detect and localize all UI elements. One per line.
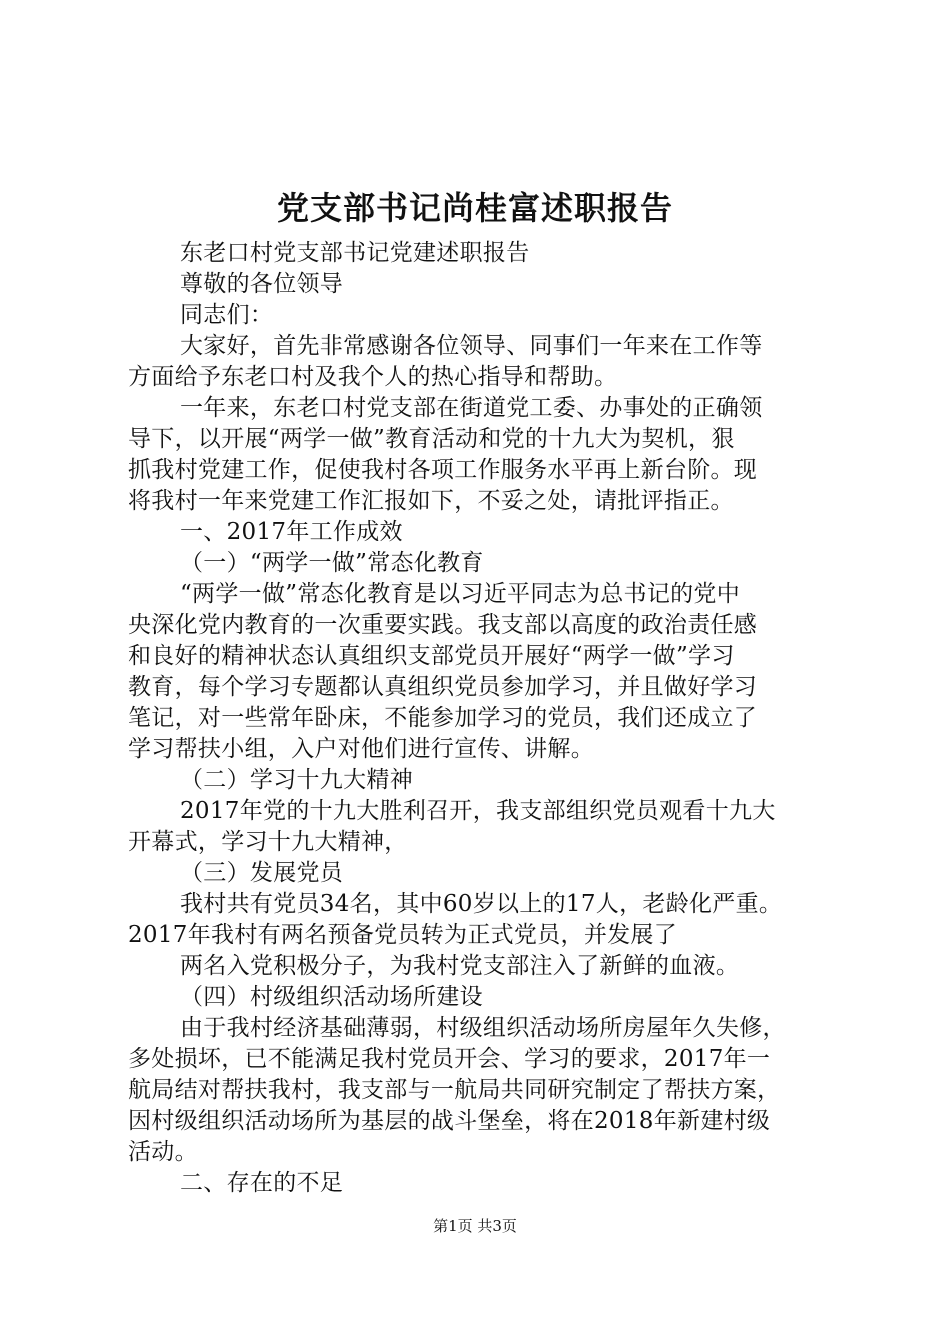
subtitle-line: 东老口村党支部书记党建述职报告: [180, 240, 530, 266]
paragraph-line: “两学一做”常态化教育是以习近平同志为总书记的党中: [180, 581, 741, 607]
paragraph-line: 活动。: [128, 1139, 198, 1165]
subsection-heading: （四）村级组织活动场所建设: [180, 984, 483, 1010]
paragraph-line: 抓我村党建工作，促使我村各项工作服务水平再上新台阶。现: [128, 457, 758, 483]
subsection-heading: （一）“两学一做”常态化教育: [180, 550, 484, 576]
paragraph-line: 2017年党的十九大胜利召开，我支部组织党员观看十九大: [180, 798, 776, 824]
paragraph-line: 将我村一年来党建工作汇报如下，不妥之处，请批评指正。: [128, 488, 734, 514]
paragraph-line: 航局结对帮扶我村，我支部与一航局共同研究制定了帮扶方案，: [128, 1077, 781, 1103]
subsection-heading: （二）学习十九大精神: [180, 767, 413, 793]
paragraph-line: 由于我村经济基础薄弱，村级组织活动场所房屋年久失修，: [180, 1015, 786, 1041]
paragraph-line: 学习帮扶小组，入户对他们进行宣传、讲解。: [128, 736, 594, 762]
paragraph-line: 大家好，首先非常感谢各位领导、同事们一年来在工作等: [180, 333, 763, 359]
paragraph-line: 因村级组织活动场所为基层的战斗堡垒，将在2018年新建村级: [128, 1108, 771, 1134]
paragraph-line: 多处损坏，已不能满足我村党员开会、学习的要求，2017年一: [128, 1046, 771, 1072]
document-title: 党支部书记尚桂富述职报告: [276, 189, 673, 227]
paragraph-line: 两名入党积极分子，为我村党支部注入了新鲜的血液。: [180, 953, 740, 979]
paragraph-line: 导下，以开展“两学一做”教育活动和党的十九大为契机，狠: [128, 426, 735, 452]
salutation-line: 同志们：: [180, 302, 274, 328]
paragraph-line: 一年来，东老口村党支部在街道党工委、办事处的正确领: [180, 395, 763, 421]
section-heading: 二、存在的不足: [180, 1170, 344, 1196]
section-heading: 一、2017年工作成效: [180, 519, 403, 545]
page-number-footer: 第1页 共3页: [433, 1217, 517, 1235]
paragraph-line: 方面给予东老口村及我个人的热心指导和帮助。: [128, 364, 618, 390]
subsection-heading: （三）发展党员: [180, 860, 344, 886]
salutation-line: 尊敬的各位领导: [180, 271, 344, 297]
paragraph-line: 央深化党内教育的一次重要实践。我支部以高度的政治责任感: [128, 612, 758, 638]
paragraph-line: 笔记，对一些常年卧床，不能参加学习的党员，我们还成立了: [128, 705, 758, 731]
paragraph-line: 教育，每个学习专题都认真组织党员参加学习，并且做好学习: [128, 674, 758, 700]
paragraph-line: 开幕式，学习十九大精神，: [128, 829, 408, 855]
paragraph-line: 和良好的精神状态认真组织支部党员开展好“两学一做”学习: [128, 643, 735, 669]
paragraph-line: 我村共有党员34名，其中60岁以上的17人，老龄化严重。: [180, 891, 783, 917]
paragraph-line: 2017年我村有两名预备党员转为正式党员，并发展了: [128, 922, 678, 948]
